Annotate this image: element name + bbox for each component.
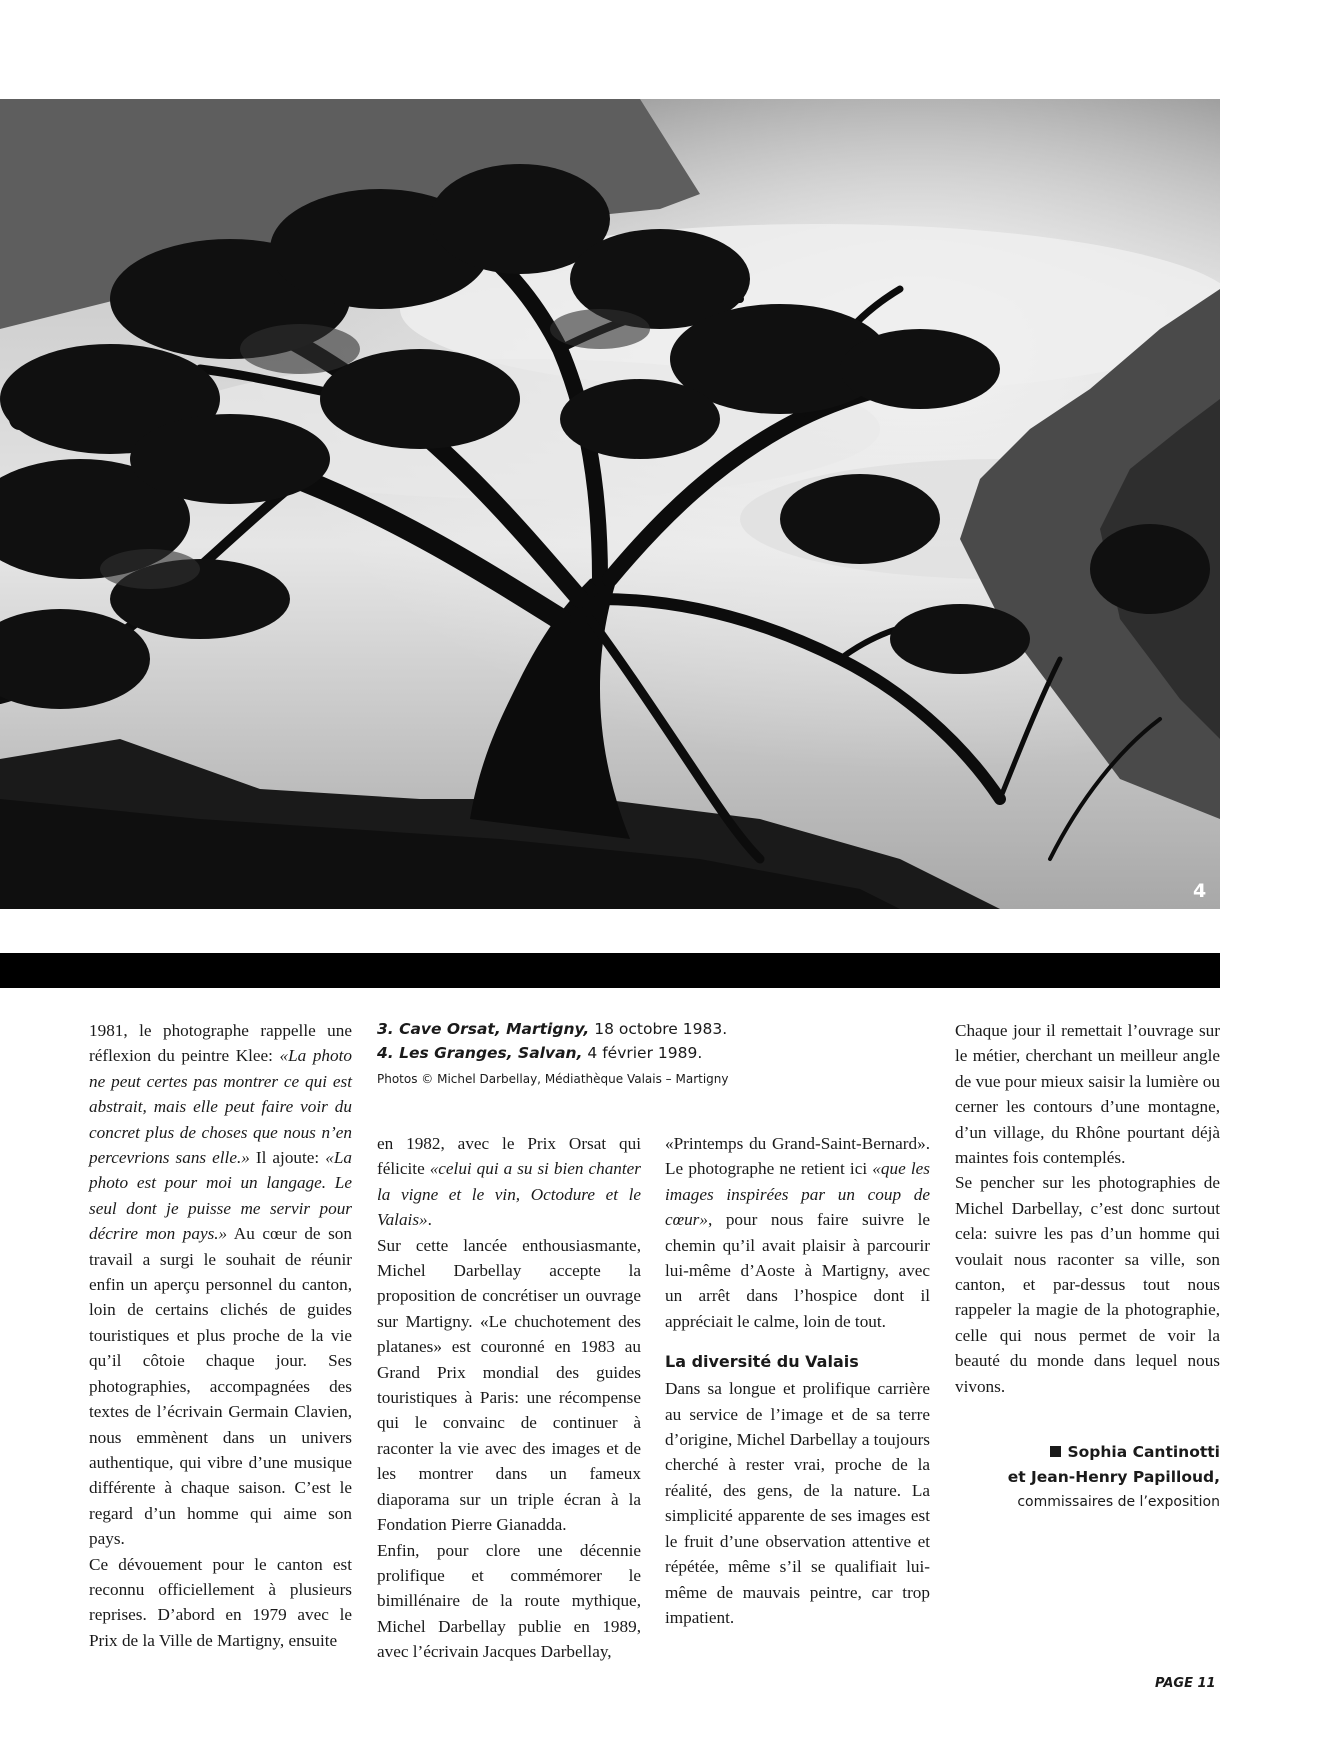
paragraph: Enfin, pour clore une décennie prolifique et commémorer le bimillénaire de la route mythique, Michel Darbellay publie en 1989, avec l’écrivain Jacques Darbellay,	[377, 1540, 641, 1662]
paragraph: Dans sa longue et prolifique carrière au service de l’image et de sa terre d’origine, Michel Darbellay a toujours cherché à rester vrai, proche de la réalité, des gens, de la nature. La simplicité apparente de ses images est le fruit d’une observation attentive et répétée, même s’il se qualifiait lui-même de mauvais peintre, car trop impatient.	[665, 1379, 930, 1627]
text-column-3	[665, 1131, 930, 1630]
paragraph: Ce dévouement pour le canton est reconnu officiellement à plusieurs reprises. D’abord en 1979 avec le Prix de la Ville de Martigny, ensuite	[89, 1554, 352, 1650]
text-column-4	[955, 1018, 1220, 1399]
tree-photograph	[0, 99, 1220, 909]
author-line-2: et Jean-Henry Papilloud,	[1007, 1468, 1220, 1486]
page-number: PAGE 11	[1155, 1676, 1216, 1691]
paragraph: en 1982, avec le Prix Orsat qui félicite «celui qui a su si bien chanter la vigne et le vin, Octodure et le Valais».	[377, 1134, 641, 1230]
photo-number: 4	[1193, 880, 1207, 902]
black-band	[0, 953, 1220, 988]
paragraph: Sur cette lancée enthousiasmante, Michel Darbellay accepte la proposition de concrétiser un ouvrage sur Martigny. «Le chuchotement des platanes» est couronné en 1983 au Grand Prix mondial des guides touristiques à Paris: une récompense qui le convainc de continuer à raconter la vie avec des images et de les montrer dans un fameux diaporama sur un triple écran à la Fondation Pierre Gianadda.	[377, 1235, 641, 1535]
caption-line-3: 3. Cave Orsat, Martigny, 18 octobre 1983.	[377, 1020, 728, 1038]
author-role: commissaires de l’exposition	[1017, 1494, 1220, 1510]
paragraph: Se pencher sur les photographies de Michel Darbellay, c’est donc surtout cela: suivre les pas d’un homme qui voulait nous raconter sa ville, son canton, et par-dessus tout nous rappeler la magie de la photographie, celle qui nous permet de voir la beauté du monde dans lequel nous vivons.	[955, 1173, 1220, 1396]
section-heading: La diversité du Valais	[665, 1352, 859, 1372]
paragraph: Chaque jour il remettait l’ouvrage sur le métier, cherchant un meilleur angle de vue pour mieux saisir la lumière ou cerner les contours d’une montagne, d’un village, du Rhône pourtant déjà maintes fois contemplés.	[955, 1021, 1220, 1168]
text-column-1	[89, 1018, 352, 1653]
author-line-1: Sophia Cantinotti	[955, 1440, 1220, 1465]
photo-credit: Photos © Michel Darbellay, Médiathèque Valais – Martigny	[377, 1072, 729, 1086]
caption-line-4: 4. Les Granges, Salvan, 4 février 1989.	[377, 1044, 703, 1062]
photo-caption	[377, 1017, 937, 1091]
author-signature	[955, 1440, 1220, 1515]
paragraph: «Printemps du Grand-Saint-Bernard». Le photographe ne retient ici «que les images inspirées par un coup de cœur», pour nous faire suivre le chemin qu’il avait plaisir à parcourir lui-même d’Aoste à Martigny, avec un arrêt dans l’hospice dont il appréciait le calme, loin de tout.	[665, 1134, 930, 1331]
paragraph: 1981, le photographe rappelle une réflexion du peintre Klee: «La photo ne peut certes pas montrer ce qui est abstrait, mais elle peut faire voir du concret plus de choses que nous n’en percevrions sans elle.» Il ajoute: «La photo est pour moi un langage. Le seul dont je puisse me servir pour décrire mon pays.» Au cœur de son travail a surgi le souhait de réunir enfin un aperçu personnel du canton, loin de certains clichés de guides touristiques et plus proche de la vie qu’il côtoie chaque jour. Ses photographies, accompagnées des textes de l’écrivain Germain Clavien, nous emmènent dans un univers authentique, qui vibre d’une musique différente à chaque saison. C’est le regard d’un homme qui aime son pays.	[89, 1021, 352, 1549]
text-column-2	[377, 1131, 641, 1665]
square-bullet-icon	[1050, 1446, 1061, 1457]
